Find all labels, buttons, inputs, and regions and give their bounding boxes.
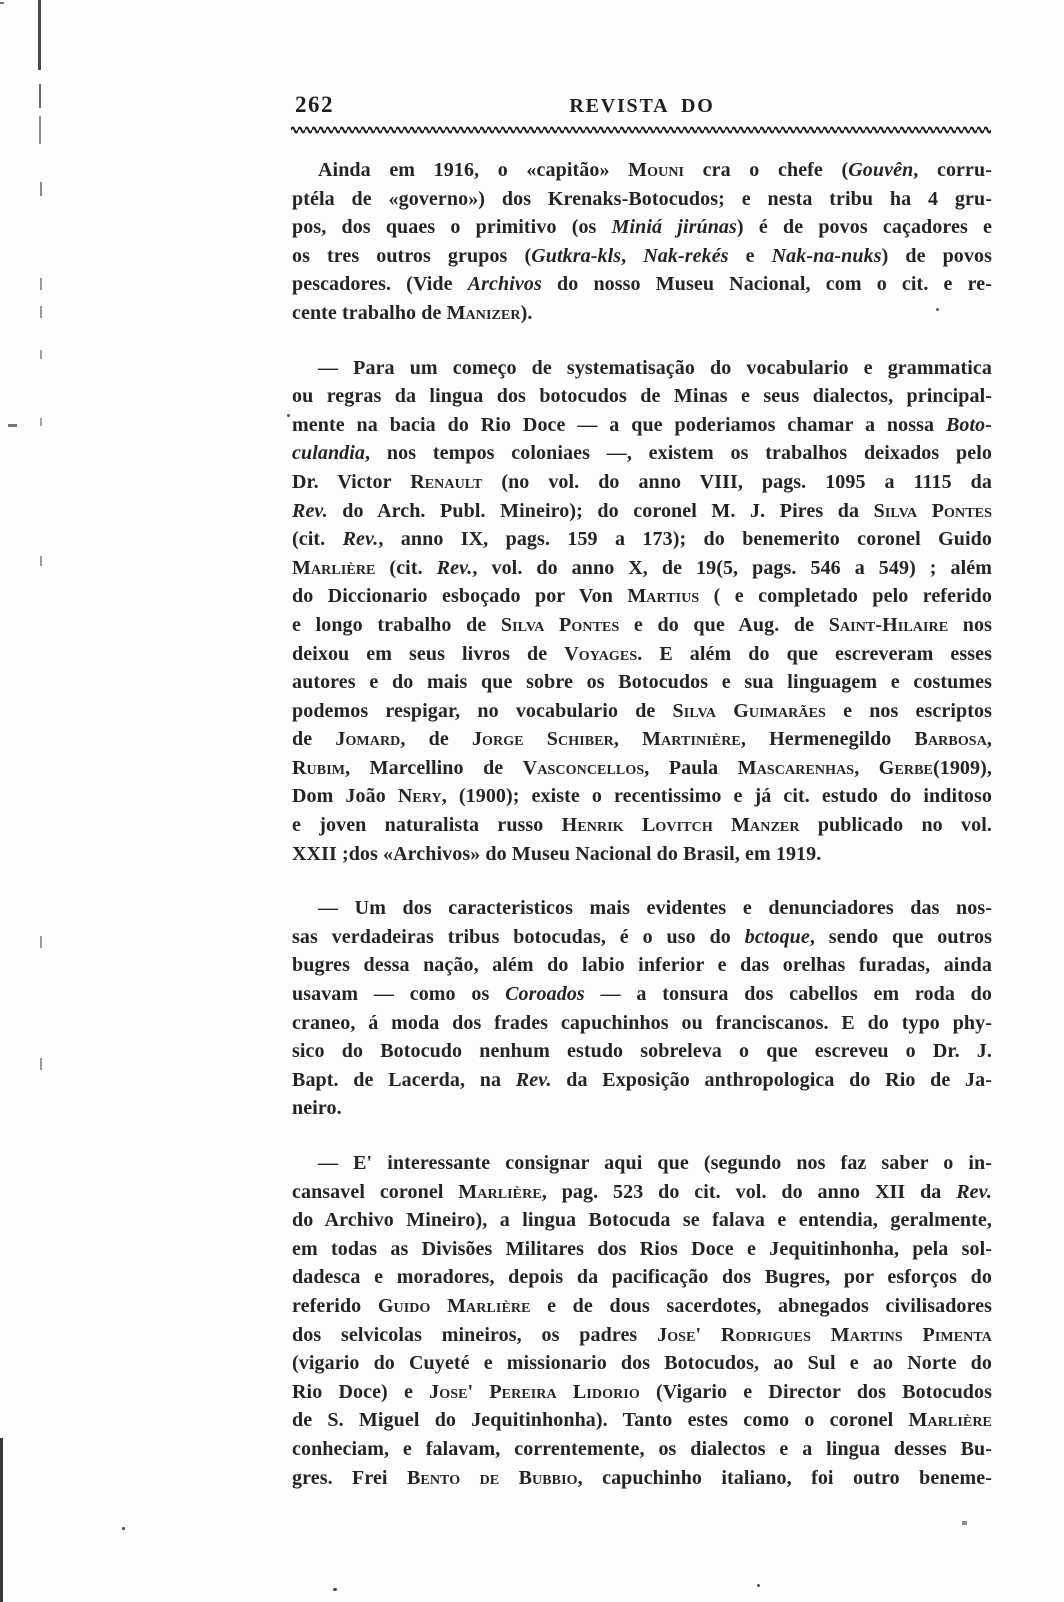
text-line: (vigario do Cuyeté e missionario dos Botocudos, ao Sul e ao Norte do <box>292 1352 992 1375</box>
text-line: sico do Botocudo nenhum estudo sobreleva o que escreveu o Dr. J. <box>292 1040 992 1063</box>
scan-artifact <box>122 1527 125 1530</box>
text-line: culandia, nos tempos coloniaes —, existem os trabalhos deixados pelo <box>292 442 992 465</box>
text-line: podemos respigar, no vocabulario de Silva Guimarães e nos escriptos <box>292 699 992 722</box>
scan-artifact <box>962 1521 967 1525</box>
text-line: Dr. Victor Renault (no vol. do anno VIII, pags. 1095 a 1115 da <box>292 470 992 493</box>
text-line: gres. Frei Bento de Bubbio, capuchinho italiano, foi outro beneme- <box>292 1466 992 1489</box>
scan-artifact <box>38 0 41 70</box>
text-line: dadesca e moradores, depois da pacificação dos Bugres, por esforços do <box>292 1266 992 1289</box>
scan-artifact <box>40 350 42 359</box>
text-line: — Para um começo de systematisação do vocabulario e grammatica <box>318 356 992 379</box>
text-line: Rio Doce) e Jose' Pereira Lidorio (Vigario e Director dos Botocudos <box>292 1380 992 1403</box>
scan-artifact <box>936 308 939 311</box>
scan-artifact <box>40 306 42 318</box>
text-line: de Jomard, de Jorge Schiber, Martinière, Hermenegildo Barbosa, <box>292 728 993 751</box>
text-line: Rubim, Marcellino de Vasconcellos, Paula Mascarenhas, Gerbe(1909), <box>292 756 992 779</box>
text-line: de S. Miguel do Jequitinhonha). Tanto estes como o coronel Marlière <box>292 1409 992 1432</box>
text-line: os tres outros grupos (Gutkra-kls, Nak-rekés e Nak-na-nuks) de povos <box>292 244 992 267</box>
scan-artifact <box>40 556 42 566</box>
text-line: sas verdadeiras tribus botocudas, é o uso do bctoque, sendo que outros <box>292 925 992 948</box>
text-line: (cit. Rev., anno IX, pags. 159 a 173); do benemerito coronel Guido <box>292 528 992 551</box>
scan-artifact <box>287 414 290 417</box>
paragraph <box>292 894 992 1123</box>
text-line: ou regras da lingua dos botocudos de Minas e seus dialectos, principal- <box>292 385 992 408</box>
running-head: REVISTA DO <box>569 95 715 117</box>
text-line: deixou em seus livros de Voyages. E além do que escreveram esses <box>292 642 992 665</box>
scan-artifact <box>40 418 42 426</box>
text-line: e longo trabalho de Silva Pontes e do que Aug. de Saint-Hilaire nos <box>292 613 992 636</box>
text-line: usavam — como os Coroados — a tonsura dos cabellos em roda do <box>292 983 992 1006</box>
text-line: e joven naturalista russo Henrik Lovitch Manzer publicado no vol. <box>292 814 992 837</box>
paragraph <box>292 1149 992 1492</box>
text-line: neiro. <box>292 1097 342 1120</box>
paragraph <box>292 354 992 869</box>
text-block <box>292 156 992 1518</box>
text-line: craneo, á moda dos frades capuchinhos ou franciscanos. E do typo phy- <box>292 1011 992 1034</box>
scan-artifact <box>40 182 42 196</box>
text-line: — E' interessante consignar aqui que (segundo nos faz saber o in- <box>318 1152 992 1174</box>
text-line: Ainda em 1916, o «capitão» Mouni cra o chefe (Gouvên, corru- <box>318 159 992 181</box>
text-line: XXII ;dos «Archivos» do Museu Nacional do Brasil, em 1919. <box>292 842 822 865</box>
text-line: Bapt. de Lacerda, na Rev. da Exposição anthropologica do Rio de Ja- <box>292 1068 992 1091</box>
scan-artifact <box>0 1438 3 1602</box>
scan-artifact <box>40 278 42 290</box>
scan-artifact <box>8 424 17 427</box>
text-line: ptéla de «governo») dos Krenaks-Botocudos; e nesta tribu ha 4 gru- <box>292 187 992 210</box>
text-line: em todas as Divisões Militares dos Rios Doce e Jequitinhonha, pela sol- <box>292 1237 992 1260</box>
scan-artifact <box>39 84 41 108</box>
text-line: conheciam, e falavam, correntemente, os dialectos e a lingua desses Bu- <box>292 1437 992 1460</box>
scan-artifact <box>0 2 4 4</box>
text-line: cente trabalho de Manizer). <box>292 301 533 324</box>
paragraph <box>292 156 992 328</box>
text-line: referido Guido Marlière e de dous sacerdotes, abnegados civilisadores <box>292 1294 993 1317</box>
text-line: cansavel coronel Marlière, pag. 523 do cit. vol. do anno XII da Rev. <box>292 1180 992 1203</box>
text-line: mente na bacia do Rio Doce — a que poderiamos chamar a nossa Boto- <box>292 413 992 436</box>
scan-artifact <box>40 936 42 948</box>
text-line: — Um dos caracteristicos mais evidentes e denunciadores das nos- <box>318 897 992 920</box>
scan-artifact <box>39 116 41 144</box>
wavy-rule <box>291 123 991 134</box>
page-number: 262 <box>295 92 334 117</box>
text-line: dos selvicolas mineiros, os padres Jose' Rodrigues Martins Pimenta <box>292 1323 992 1346</box>
text-line: autores e do mais que sobre os Botocudos e sua linguagem e costumes <box>292 671 992 694</box>
text-line: pos, dos quaes o primitivo (os Miniá jirúnas) é de povos caçadores e <box>292 216 992 239</box>
text-line: pescadores. (Vide Archivos do nosso Museu Nacional, com o cit. e re- <box>292 273 992 296</box>
text-line: do Diccionario esboçado por Von Martius ( e completado pelo referido <box>292 585 992 608</box>
scan-artifact <box>333 1588 337 1591</box>
scan-artifact <box>40 1058 42 1070</box>
text-line: Dom João Nery, (1900); existe o recentissimo e já cit. estudo do inditoso <box>292 785 992 808</box>
text-line: bugres dessa nação, além do labio inferior e das orelhas furadas, ainda <box>292 954 992 977</box>
text-line: Marlière (cit. Rev., vol. do anno X, de 19(5, pags. 546 a 549) ; além <box>292 556 992 579</box>
scan-artifact <box>757 1584 760 1587</box>
text-line: do Archivo Mineiro), a lingua Botocuda se falava e entendia, geralmente, <box>292 1209 992 1232</box>
text-line: Rev. do Arch. Publ. Mineiro); do coronel M. J. Pires da Silva Pontes <box>292 499 992 522</box>
